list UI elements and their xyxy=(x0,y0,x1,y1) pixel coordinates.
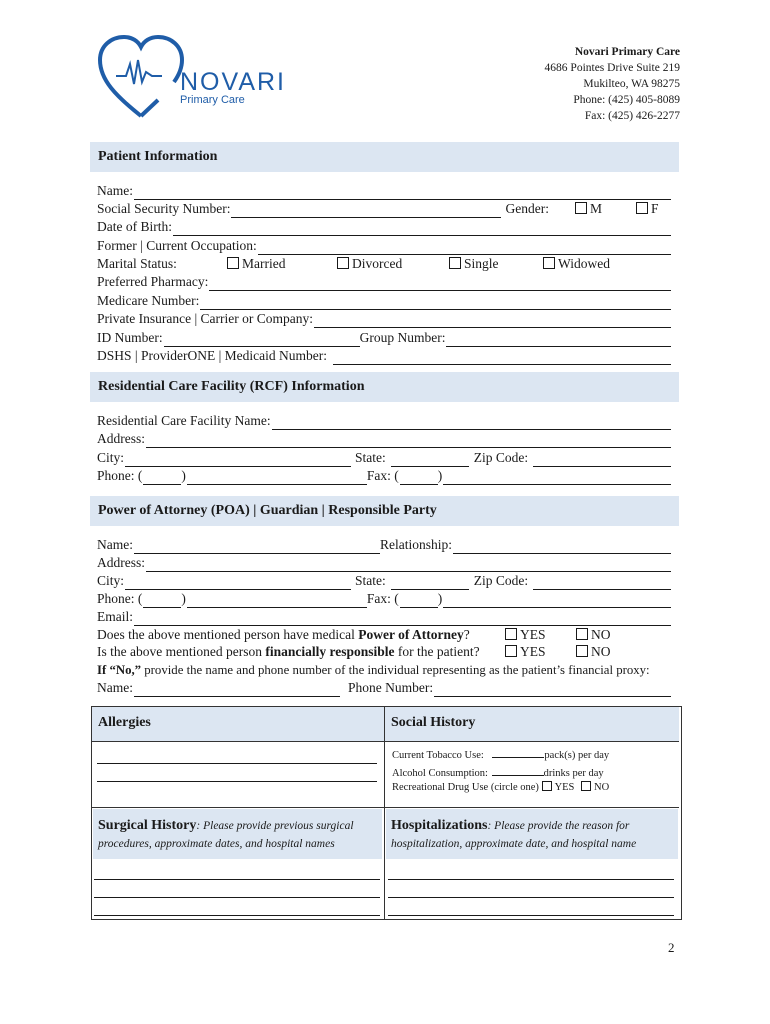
logo-name: NOVARI xyxy=(180,68,286,96)
surgical-line-3[interactable] xyxy=(94,915,380,916)
widowed-option[interactable] xyxy=(543,255,610,273)
q2-yes-label: YES xyxy=(520,644,546,659)
married-option[interactable] xyxy=(227,255,285,273)
alcohol-field[interactable] xyxy=(492,765,544,776)
gender-m-checkbox[interactable] xyxy=(575,202,587,214)
poa-phone-label: Phone: ( xyxy=(97,591,143,606)
drug-yes-option[interactable] xyxy=(542,782,575,793)
surgical-note: : Please provide previous surgical procedures, approximate dates, and hospital names xyxy=(98,820,354,850)
insurance-field[interactable] xyxy=(314,314,671,328)
poa-header: Power of Attorney (POA) | Guardian | Responsible Party xyxy=(90,496,679,526)
q2-no-checkbox[interactable] xyxy=(576,645,588,657)
rcf-city-row xyxy=(97,449,671,467)
rcf-state-field[interactable] xyxy=(391,453,469,467)
rcf-zip-field[interactable] xyxy=(533,453,671,467)
marital-row xyxy=(97,255,671,273)
q1-no-option[interactable] xyxy=(576,626,611,644)
hospital-title: Hospitalizations xyxy=(391,818,488,833)
occupation-row xyxy=(97,237,671,255)
rcf-fax-label: Fax: ( xyxy=(366,468,399,483)
rcf-address-field[interactable] xyxy=(146,434,671,448)
history-grid xyxy=(91,706,682,920)
proxy-phone-label: Phone Number: xyxy=(348,680,434,695)
drug-yes-label: YES xyxy=(554,782,575,793)
poa-phone-field[interactable] xyxy=(187,594,367,608)
allergies-line-1[interactable] xyxy=(97,763,377,764)
hospital-line-2[interactable] xyxy=(388,897,674,898)
logo-subtitle: Primary Care xyxy=(180,94,245,106)
q2-text-bold: financially responsible xyxy=(265,644,395,659)
clinic-address1: 4686 Pointes Drive Suite 219 xyxy=(544,62,680,74)
q1-text-bold: Power of Attorney xyxy=(358,627,464,642)
patient-info-header: Patient Information xyxy=(90,142,679,172)
dob-field[interactable] xyxy=(173,222,671,236)
poa-name-row xyxy=(97,536,671,554)
rcf-header: Residential Care Facility (RCF) Information xyxy=(90,372,679,402)
rcf-city-field[interactable] xyxy=(125,453,351,467)
rcf-address-label: Address: xyxy=(97,431,145,446)
rcf-phone-row xyxy=(97,467,671,485)
rcf-phone-close: ) xyxy=(181,468,186,483)
poa-name-label: Name: xyxy=(97,537,133,552)
surgical-line-1[interactable] xyxy=(94,879,380,880)
gender-label: Gender: xyxy=(505,201,549,216)
surgical-line-2[interactable] xyxy=(94,897,380,898)
rcf-fax-field[interactable] xyxy=(443,471,671,485)
poa-zip-field[interactable] xyxy=(533,576,671,590)
poa-relationship-field[interactable] xyxy=(453,540,671,554)
clinic-address2: Mukilteo, WA 98275 xyxy=(583,78,680,90)
divorced-checkbox[interactable] xyxy=(337,257,349,269)
rcf-city-label: City: xyxy=(97,450,125,465)
q2-no-option[interactable] xyxy=(576,643,611,661)
q1-yes-checkbox[interactable] xyxy=(505,628,517,640)
id-number-label: ID Number: xyxy=(97,330,163,345)
poa-question-1 xyxy=(97,626,671,644)
name-field[interactable] xyxy=(134,186,671,200)
drug-no-checkbox[interactable] xyxy=(581,781,591,791)
tobacco-unit: pack(s) per day xyxy=(544,750,610,761)
occupation-label: Former | Current Occupation: xyxy=(97,238,257,253)
rcf-name-field[interactable] xyxy=(272,416,671,430)
insurance-row xyxy=(97,310,671,328)
tobacco-field[interactable] xyxy=(492,747,544,758)
q2-text-post: for the patient? xyxy=(394,644,480,659)
rcf-fax-close: ) xyxy=(437,468,443,483)
poa-state-label: State: xyxy=(355,573,386,588)
poa-fax-close: ) xyxy=(437,591,443,606)
q1-no-label: NO xyxy=(591,627,611,642)
q2-yes-option[interactable] xyxy=(505,643,546,661)
poa-address-field[interactable] xyxy=(146,558,671,572)
poa-zip-label: Zip Code: xyxy=(473,573,529,588)
allergies-header: Allergies xyxy=(92,707,384,741)
medicare-label: Medicare Number: xyxy=(97,293,200,308)
poa-phone-close: ) xyxy=(181,591,186,606)
poa-phone-row xyxy=(97,590,671,608)
gender-m-label: M xyxy=(589,201,602,216)
pharmacy-row xyxy=(97,273,671,291)
poa-name-field[interactable] xyxy=(134,540,380,554)
proxy-row xyxy=(97,679,671,697)
alcohol-row xyxy=(392,765,604,779)
q1-no-checkbox[interactable] xyxy=(576,628,588,640)
poa-city-label: City: xyxy=(97,573,125,588)
alcohol-label: Alcohol Consumption: xyxy=(392,768,488,779)
ssn-field[interactable] xyxy=(231,204,501,218)
page-number: 2 xyxy=(668,940,675,955)
hospital-line-3[interactable] xyxy=(388,915,674,916)
single-checkbox[interactable] xyxy=(449,257,461,269)
gender-f-option[interactable] xyxy=(636,200,659,218)
poa-fax-area-field[interactable] xyxy=(400,594,438,608)
dshs-row xyxy=(97,347,671,365)
hospital-line-1[interactable] xyxy=(388,879,674,880)
tobacco-row xyxy=(392,747,609,761)
rcf-fax-area-field[interactable] xyxy=(400,471,438,485)
poa-fax-label: Fax: ( xyxy=(366,591,399,606)
gender-f-checkbox[interactable] xyxy=(636,202,648,214)
drug-row xyxy=(392,781,609,793)
proxy-name-label: Name: xyxy=(97,680,133,695)
rcf-zip-label: Zip Code: xyxy=(473,450,529,465)
clinic-info xyxy=(545,44,680,124)
poa-relationship-label: Relationship: xyxy=(380,537,452,552)
dshs-field[interactable] xyxy=(333,351,671,365)
occupation-field[interactable] xyxy=(258,241,671,255)
q2-yes-checkbox[interactable] xyxy=(505,645,517,657)
id-number-field[interactable] xyxy=(164,333,360,347)
widowed-checkbox[interactable] xyxy=(543,257,555,269)
q1-text-post: ? xyxy=(463,627,470,642)
poa-question-2 xyxy=(97,643,671,661)
allergies-line-2[interactable] xyxy=(97,781,377,782)
dob-label: Date of Birth: xyxy=(97,219,172,234)
married-checkbox[interactable] xyxy=(227,257,239,269)
group-number-label: Group Number: xyxy=(359,330,446,345)
patient-name-row xyxy=(97,182,671,200)
pharmacy-label: Preferred Pharmacy: xyxy=(97,274,209,289)
rcf-name-label: Residential Care Facility Name: xyxy=(97,413,271,428)
hospital-note: : Please provide the reason for hospitalization, approximate date, and hospital name xyxy=(391,820,637,850)
name-label: Name: xyxy=(97,183,133,198)
group-number-field[interactable] xyxy=(446,333,671,347)
q1-yes-label: YES xyxy=(520,627,546,642)
poa-address-label: Address: xyxy=(97,555,145,570)
dob-row xyxy=(97,218,671,236)
hospitalizations-header xyxy=(386,809,678,859)
pharmacy-field[interactable] xyxy=(209,277,671,291)
clinic-phone: Phone: (425) 405-8089 xyxy=(573,94,680,106)
tobacco-label: Current Tobacco Use: xyxy=(392,750,484,761)
drug-label: Recreational Drug Use (circle one) xyxy=(392,782,539,793)
proxy-phone-field[interactable] xyxy=(434,683,671,697)
medicare-field[interactable] xyxy=(200,296,671,310)
clinic-name: Novari Primary Care xyxy=(574,46,680,58)
proxy-instruction xyxy=(97,661,677,679)
rcf-phone-field[interactable] xyxy=(187,471,367,485)
social-history-header: Social History xyxy=(384,707,679,741)
divorced-label: Divorced xyxy=(352,256,403,271)
poa-email-field[interactable] xyxy=(134,612,671,626)
rcf-phone-area-field[interactable] xyxy=(143,471,181,485)
married-label: Married xyxy=(242,256,286,271)
surgical-history-header xyxy=(93,809,382,859)
novari-logo xyxy=(96,34,286,124)
medicare-row xyxy=(97,292,671,310)
poa-email-row xyxy=(97,608,671,626)
q1-text-pre: Does the above mentioned person have medical xyxy=(97,627,359,642)
gender-f-label: F xyxy=(650,201,659,216)
insurance-label: Private Insurance | Carrier or Company: xyxy=(97,311,314,326)
marital-label: Marital Status: xyxy=(97,256,177,271)
proxy-name-field[interactable] xyxy=(134,683,340,697)
single-option[interactable] xyxy=(449,255,499,273)
poa-city-row xyxy=(97,572,671,590)
if-no-text: provide the name and phone number of the individual representing as the patient’s financial proxy: xyxy=(141,663,650,677)
poa-phone-area-field[interactable] xyxy=(143,594,181,608)
rcf-state-label: State: xyxy=(355,450,386,465)
q2-no-label: NO xyxy=(591,644,611,659)
if-no-bold: If “No,” xyxy=(97,663,142,677)
rcf-address-row xyxy=(97,430,671,448)
q1-yes-option[interactable] xyxy=(505,626,546,644)
surgical-title: Surgical History xyxy=(98,818,197,833)
poa-email-label: Email: xyxy=(97,609,133,624)
rcf-phone-label: Phone: ( xyxy=(97,468,143,483)
clinic-fax: Fax: (425) 426-2277 xyxy=(584,110,680,122)
drug-no-option[interactable] xyxy=(581,782,609,793)
drug-no-label: NO xyxy=(594,782,610,793)
single-label: Single xyxy=(464,256,499,271)
ssn-label: Social Security Number: xyxy=(97,201,231,216)
alcohol-unit: drinks per day xyxy=(543,768,604,779)
poa-fax-field[interactable] xyxy=(443,594,671,608)
poa-address-row xyxy=(97,554,671,572)
drug-yes-checkbox[interactable] xyxy=(542,781,552,791)
gender-m-option[interactable] xyxy=(575,200,602,218)
dshs-label: DSHS | ProviderONE | Medicaid Number: xyxy=(97,348,328,363)
poa-city-field[interactable] xyxy=(125,576,351,590)
poa-state-field[interactable] xyxy=(391,576,469,590)
id-group-row xyxy=(97,329,671,347)
rcf-name-row xyxy=(97,412,671,430)
divorced-option[interactable] xyxy=(337,255,402,273)
widowed-label: Widowed xyxy=(558,256,610,271)
ssn-row xyxy=(97,200,671,218)
q2-text-pre: Is the above mentioned person xyxy=(97,644,266,659)
